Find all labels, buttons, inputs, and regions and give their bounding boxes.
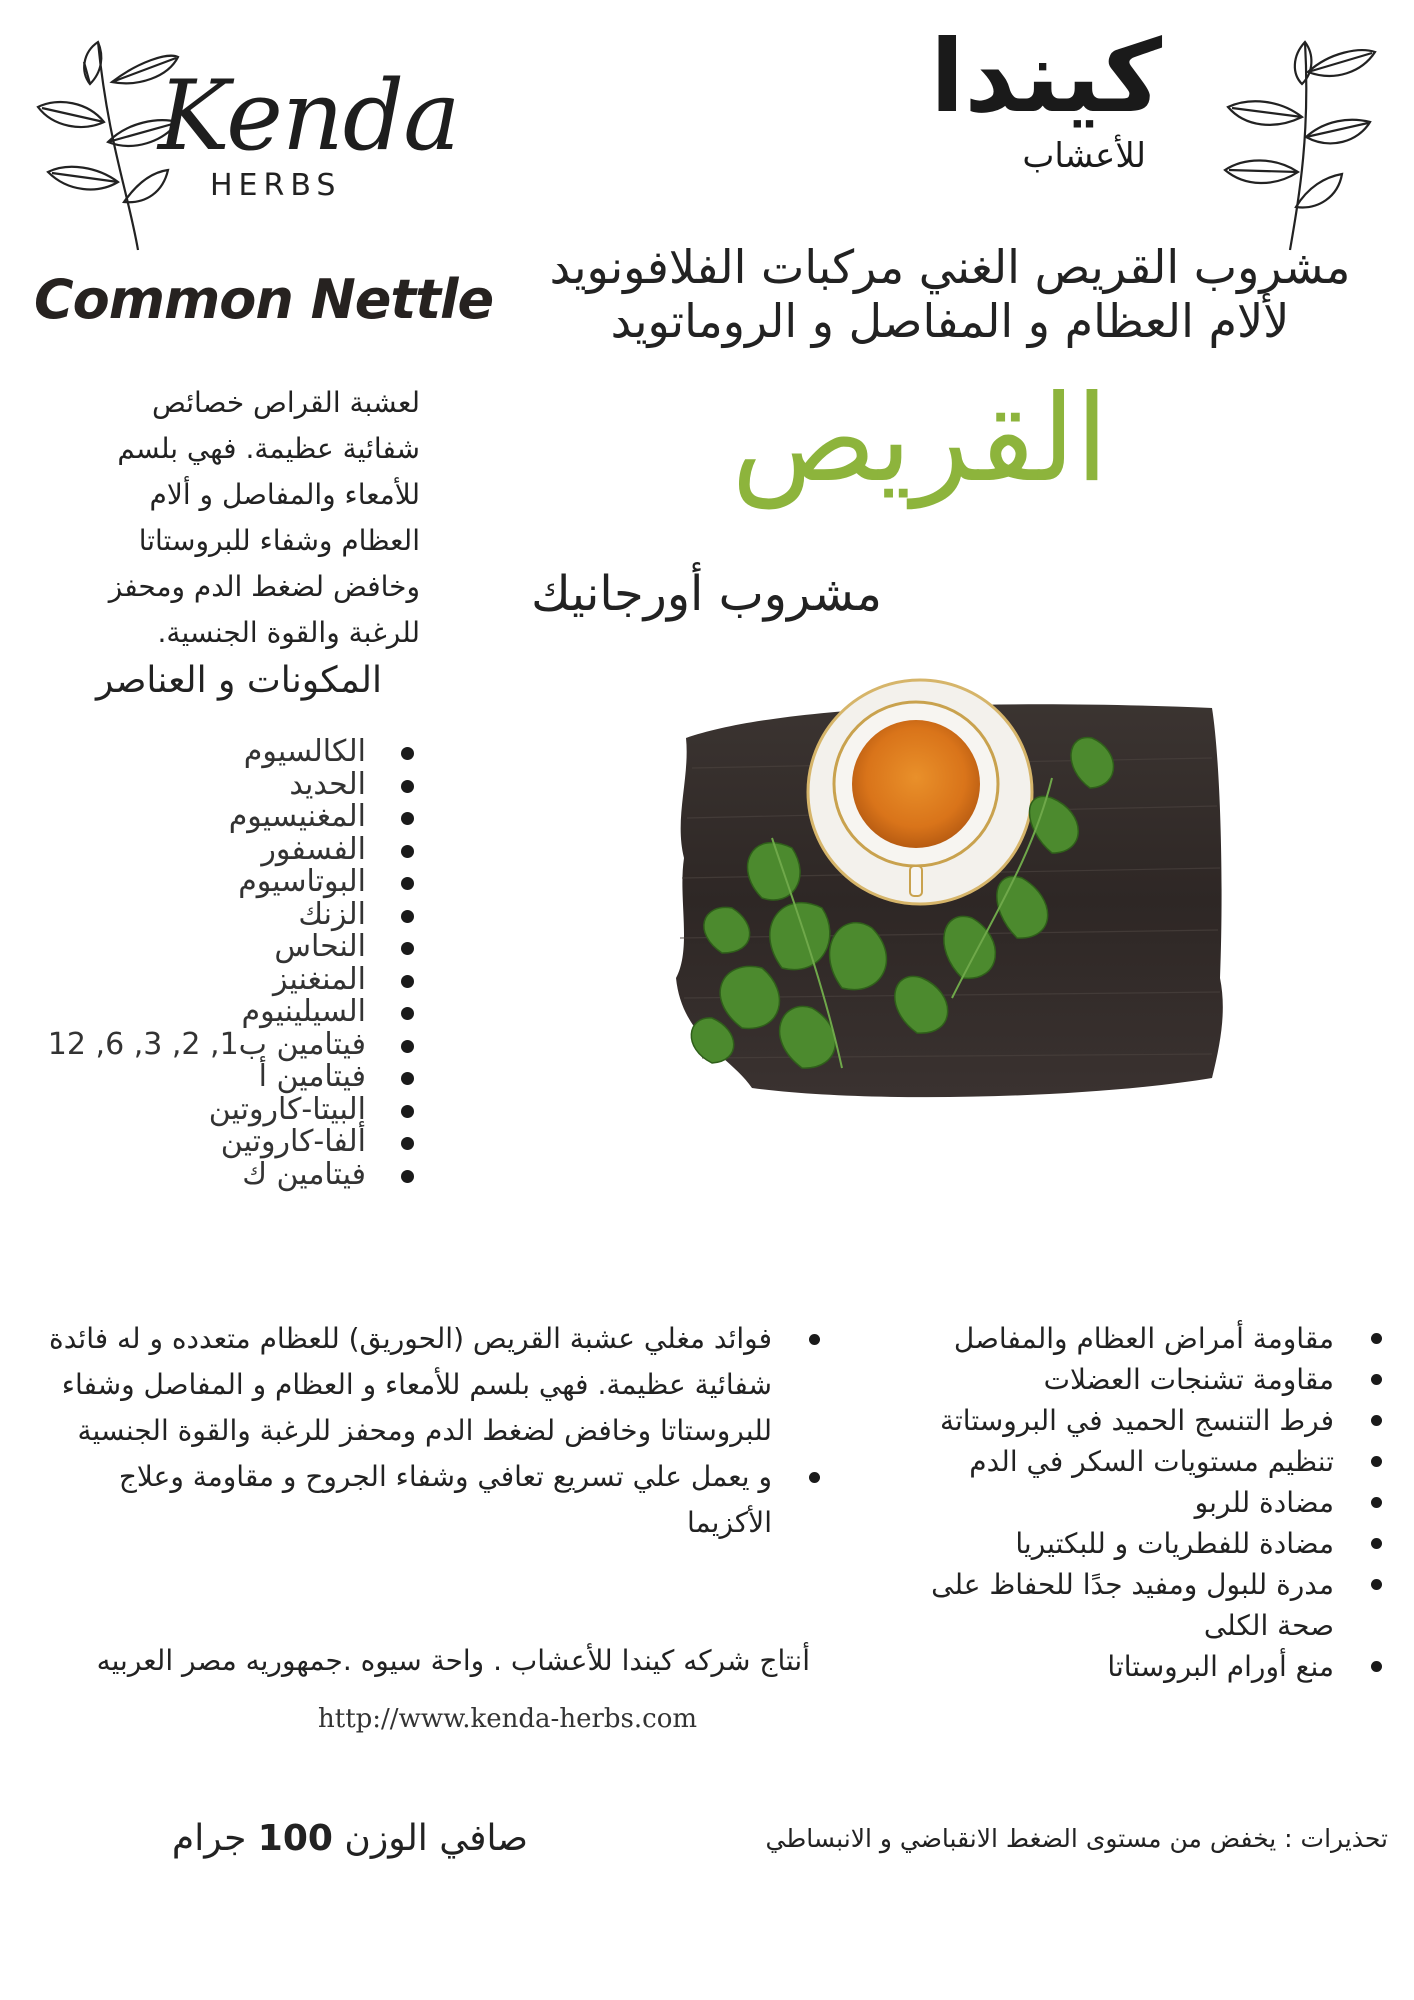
brand-arabic-sub: للأعشاب [1022,136,1146,176]
benefit-item: مدرة للبول ومفيد جدًا للحفاظ على صحة الكلى [922,1564,1382,1646]
description-line: لعشبة القراص خصائص [151,386,420,419]
benefit-item: مقاومة أمراض العظام والمفاصل [922,1318,1382,1359]
herb-branch-right-icon [1210,22,1380,252]
ingredient-item: فيتامين أ [48,1061,414,1094]
brand-arabic-name: كيندا [930,18,1162,135]
ingredient-item: النحاس [48,931,414,964]
benefit-item: مضادة للفطريات و للبكتيريا [922,1523,1382,1564]
ingredient-item: الفسفور [48,834,414,867]
brand-latin-name: Kenda [158,60,460,172]
weight-prefix: صافي الوزن [344,1818,528,1859]
weight-unit: جرام [171,1818,247,1859]
description-line: العظام وشفاء للبروستاتا [138,524,420,557]
headline-line-1: مشروب القريص الغني مركبات الفلافونويد [549,240,1351,294]
ingredient-item: الحديد [48,769,414,802]
benefit-item: فوائد مغلي عشبة القريص (الحوريق) للعظام متعدده و له فائدة شفائية عظيمة. فهي بلسم للأمعاء و العظام و المفاصل وشفاء للبروستاتا وخافض لضغط الدم ومحفز للرغبة والقوة الجنسية [40,1316,820,1454]
benefit-item: منع أورام البروستاتا [922,1646,1382,1687]
weight-value: 100 [257,1818,333,1859]
description-line: شفائية عظيمة. فهي بلسم [117,432,420,465]
ingredient-item: فيتامين ك [48,1159,414,1192]
ingredients-title: المكونات و العناصر [95,660,382,701]
product-headline [500,240,1400,348]
description-line: للأمعاء والمفاصل و ألام [149,478,420,511]
brand-latin-sub: HERBS [210,168,342,203]
net-weight [172,1818,528,1859]
benefit-item: تنظيم مستويات السكر في الدم [922,1441,1382,1482]
ingredient-item: ألفا-كاروتين [48,1126,414,1159]
ingredient-item: البوتاسيوم [48,866,414,899]
description-line: للرغبة والقوة الجنسية. [157,616,420,649]
ingredient-item: الكالسيوم [48,736,414,769]
benefits-right-list [922,1318,1382,1687]
product-description [20,380,420,656]
ingredient-item: البيتا-كاروتين [48,1094,414,1127]
producer-line: أنتاج شركه كيندا للأعشاب . واحة سيوه .جمهوريه مصر العربيه [96,1644,810,1677]
product-english-name: Common Nettle [34,268,494,331]
ingredient-item: الزنك [48,899,414,932]
ingredients-list [48,736,414,1191]
benefits-left-list [40,1316,820,1546]
product-type: مشروب أورجانيك [531,566,882,622]
product-photo [672,678,1232,1118]
warning-text: تحذيرات : يخفض من مستوى الضغط الانقباضي و الانبساطي [765,1824,1388,1853]
benefit-item: و يعمل علي تسريع تعافي وشفاء الجروح و مقاومة وعلاج الأكزيما [40,1454,820,1546]
description-line: وخافض لضغط الدم ومحفز [108,570,420,603]
product-arabic-name: القريص [731,370,1109,509]
benefit-item: فرط التنسج الحميد في البروستاتة [922,1400,1382,1441]
ingredient-item: المنغنيز [48,964,414,997]
benefit-item: مضادة للربو [922,1482,1382,1523]
headline-line-2: لألام العظام و المفاصل و الروماتويد [610,294,1290,348]
ingredient-item: السيلينيوم [48,996,414,1029]
benefit-item: مقاومة تشنجات العضلات [922,1359,1382,1400]
website-link[interactable]: http://www.kenda-herbs.com [318,1704,698,1734]
ingredient-item: المغنيسيوم [48,801,414,834]
ingredient-item: فيتامين ب1, 2, 3, 6, 12 [48,1029,414,1062]
